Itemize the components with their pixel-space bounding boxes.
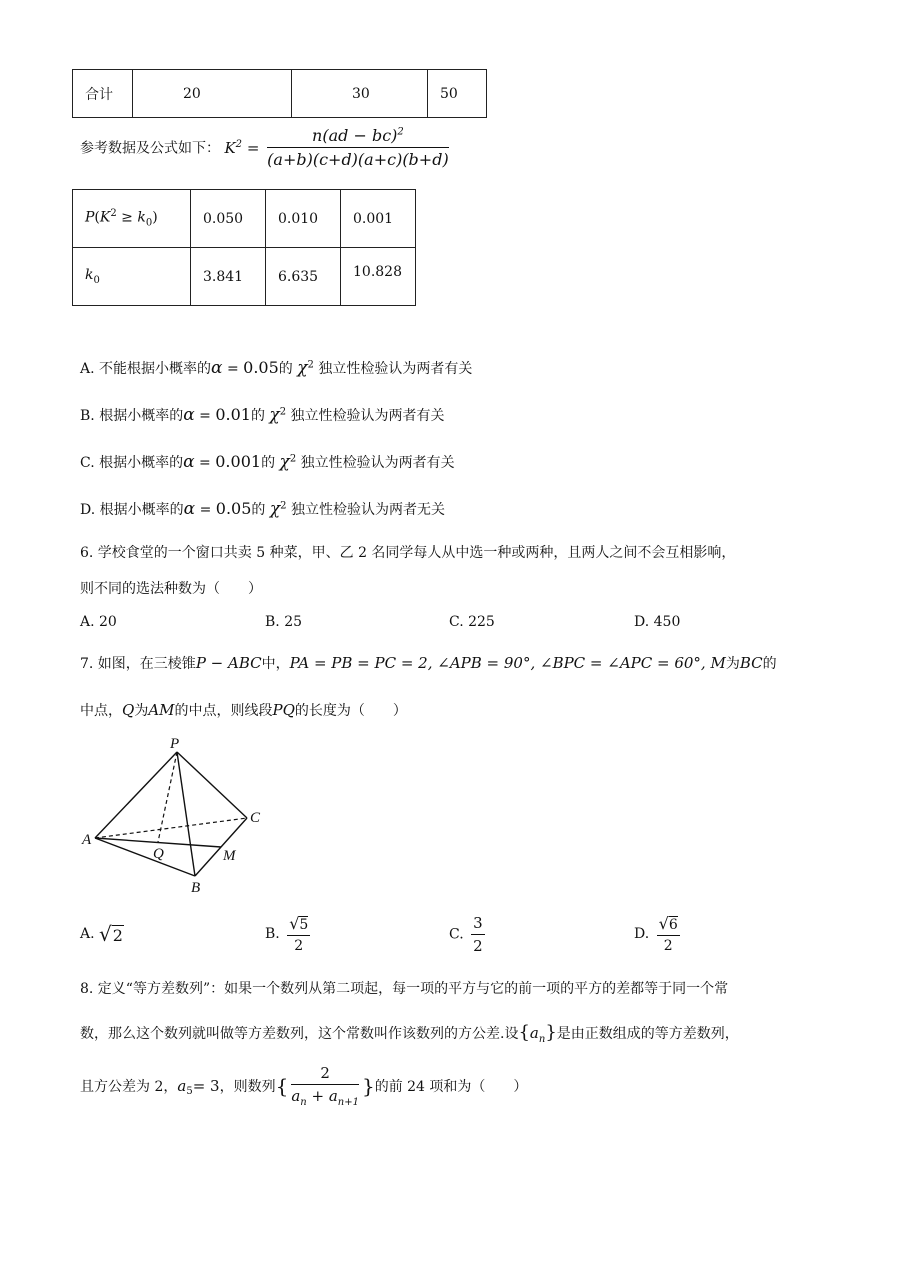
totals-cell: 20 <box>133 70 292 118</box>
q6-stem-line1: 6. 学校食堂的一个窗口共卖 5 种菜，甲、乙 2 名同学每人从中选一种或两种，且两人之间不会互相影响， <box>80 545 736 561</box>
k0-header: $k_0$ <box>73 248 191 306</box>
q5-option-c[interactable]: C. 根据小概率的α = 0.001的 $\chi^2$ 独立性检验认为两者有关 <box>80 452 455 472</box>
totals-row-label: 合计 <box>73 70 133 118</box>
edge-pb <box>177 752 195 876</box>
q7-option-c[interactable]: C. $\frac{3}{2}$ <box>449 914 483 955</box>
k0-value: 3.841 <box>191 248 266 306</box>
p-value: 0.001 <box>341 190 416 248</box>
edge-ac <box>95 818 247 838</box>
k0-value: 10.828 <box>341 248 416 306</box>
p-value: 0.010 <box>266 190 341 248</box>
q7-option-d[interactable]: D. $\frac{√6}{2}$ <box>634 914 678 954</box>
tetrahedron-figure <box>75 728 275 900</box>
q5-option-b[interactable]: B. 根据小概率的α = 0.01的 $\chi^2$ 独立性检验认为两者有关 <box>80 405 445 425</box>
label-q: Q <box>153 846 164 862</box>
q7-stem-line1: 7. 如图，在三棱锥P − ABC中，PA = PB = PC = 2, ∠APB = 90°, ∠BPC = ∠APC = 60°, M为BC的 <box>80 654 777 672</box>
critical-value-table <box>72 189 416 306</box>
p-header: $P(K^2 \ge k_0)$ <box>73 190 191 248</box>
edge-pa <box>95 752 177 838</box>
label-a: A <box>82 832 92 848</box>
label-b: B <box>191 880 201 896</box>
q8-stem-line3: 且方公差为 2，$a_5= 3$，则数列{ $\frac{2}{a_n + a_{n+1}}$ }的前 24 项和为（ ） <box>80 1064 528 1108</box>
q7-stem-line2: 中点，Q为AM的中点，则线段PQ的长度为（ ） <box>80 701 407 719</box>
q6-option-c[interactable]: C. 225 <box>449 614 495 630</box>
q6-option-a[interactable]: A. 20 <box>80 614 117 630</box>
p-value: 0.050 <box>191 190 266 248</box>
q8-stem-line1: 8. 定义“等方差数列”：如果一个数列从第二项起，每一项的平方与它的前一项的平方的差都等于同一个常 <box>80 981 729 997</box>
q6-option-d[interactable]: D. 450 <box>634 614 681 630</box>
edge-pc <box>177 752 247 818</box>
q8-stem-line2: 数，那么这个数列就叫做等方差数列，这个常数叫作该数列的方公差.设$\{a_n\}$是由正数组成的等方差数列， <box>80 1022 739 1045</box>
totals-cell: 50 <box>428 70 487 118</box>
q7-option-a[interactable]: A. √2 <box>80 922 123 946</box>
q5-option-a[interactable]: A. 不能根据小概率的α = 0.05的 $\chi^2$ 独立性检验认为两者有关 <box>80 358 473 378</box>
q6-stem-line2: 则不同的选法种数为（ ） <box>80 581 262 597</box>
label-m: M <box>223 848 236 864</box>
label-c: C <box>250 810 261 826</box>
q8-sequence-fraction: $\frac{2}{a_n + a_{n+1}}$ <box>291 1064 359 1108</box>
k0-value: 6.635 <box>266 248 341 306</box>
chi-square-formula: $\frac{n(ad - bc)^2}{(a+b)(c+d)(a+c)(b+d)}$ <box>267 126 449 169</box>
reference-intro: 参考数据及公式如下： <box>80 140 220 157</box>
label-p: P <box>170 736 180 752</box>
q6-option-b[interactable]: B. 25 <box>265 614 303 630</box>
q5-option-d[interactable]: D. 根据小概率的α = 0.05的 $\chi^2$ 独立性检验认为两者无关 <box>80 499 445 519</box>
reference-formula: 参考数据及公式如下： $K^2$ = $\frac{n(ad - bc)^2}{(a+b)(c+d)(a+c)(b+d)}$ <box>80 126 449 169</box>
q7-option-b[interactable]: B. $\frac{√5}{2}$ <box>265 914 309 954</box>
totals-cell: 30 <box>292 70 428 118</box>
totals-table <box>72 69 487 118</box>
